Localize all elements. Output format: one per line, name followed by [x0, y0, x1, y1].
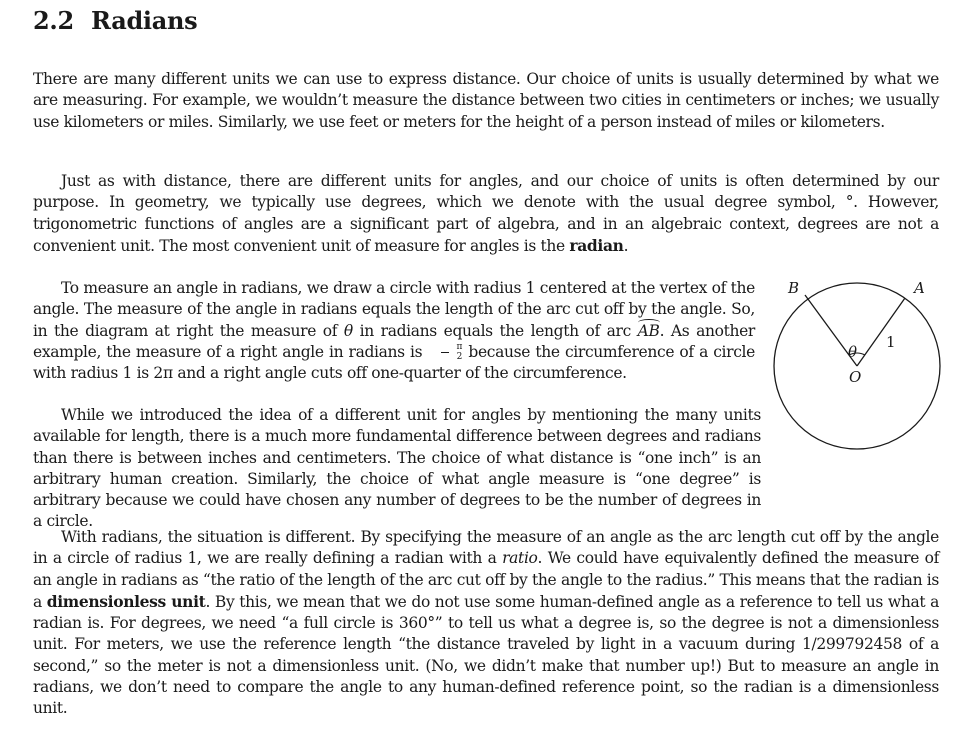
p5-text-c: . By this, we mean that we do not use some human-defined angle as a reference to tell us what a radian is. For degrees, we need “a full circle is 360°” to tell us what a degree is, so the degree is not a dimensionless unit. For meters, we use the reference length “the distance traveled by light in a vacuum during 1/299792458 of a second,” so the meter is not a dimensionless unit. (No, we didn’t make that number up!) But to measure an angle in radians, we don’t need to compare the angle to any human-defined reference point, so the radian is a dimensionless unit. [33, 592, 939, 718]
frac-denominator: 2 [456, 352, 463, 363]
paragraph-distance-units [33, 69, 939, 133]
term-ratio: ratio [502, 549, 538, 568]
p5-text-a: With radians, the situation is different. By specifying the measure of an angle as the arc length cut off by the angle in a circle of radius 1, we are really defining a radian with a [33, 528, 939, 568]
term-dimensionless-unit: dimensionless unit [46, 591, 206, 611]
ray-oa [857, 298, 905, 366]
term-radian: radian [569, 235, 624, 255]
fraction-pi-over-2 [429, 343, 463, 362]
paragraph-measuring-radians [33, 278, 755, 384]
section-title: Radians [91, 6, 198, 35]
p2-text-b: . [623, 236, 629, 255]
label-b: B [788, 279, 800, 297]
p5-text-b: . We could have equivalently defined the measure of an angle in radians as “the ratio of the length of the arc cut off by the angle to the radius.” This means that the radian is a [33, 549, 939, 611]
p1-text: There are many different units we can use to express distance. Our choice of units is usually determined by what we are measuring. For example, we wouldn’t measure the distance between two cities in centimeters or inches; we usually use kilometers or miles. Similarly, we use feet or meters for the height of a person instead of miles or kilometers. [33, 70, 939, 131]
p4-text: While we introduced the idea of a different unit for angles by mentioning the many units available for length, there is a much more fundamental difference between degrees and radians than there is between inches and centimeters. The choice of what distance is “one inch” is an arbitrary human creation. Similarly, the choice of what angle measure is “one degree” is arbitrary because we could have chosen any number of degrees to be the number of degrees in a circle. [33, 406, 761, 531]
section-heading [33, 6, 197, 35]
label-theta: θ [848, 343, 858, 361]
p3-text-b: in radians equals the length of arc [352, 321, 638, 340]
label-a: A [914, 279, 925, 297]
frac-numerator: π [456, 342, 463, 353]
p3-text-c: . As another example, the measure of a right angle in radians is [33, 321, 755, 361]
label-radius-one: 1 [886, 333, 896, 351]
paragraph-dimensionless-unit [33, 527, 939, 720]
section-number: 2.2 [33, 6, 74, 35]
unit-circle-diagram [770, 270, 950, 510]
paragraph-angle-units [33, 171, 939, 257]
label-o: O [849, 368, 862, 386]
p3-text-d: because the circumference of a circle with radius 1 is 2π and a right angle cuts off one-quarter of the circumference. [33, 342, 755, 383]
p3-text-a: To measure an angle in radians, we draw a circle with radius 1 centered at the vertex of the angle. The measure of the angle in radians equals the length of the arc cut off by the angle. So, in the diagram at right the measure of [33, 279, 755, 340]
theta-symbol: θ [343, 321, 353, 340]
p2-text-a: Just as with distance, there are different units for angles, and our choice of units is often determined by our purpose. In geometry, we typically use degrees, which we denote with the usual degree symbol, °. However, trigonometric functions of angles are a significant part of algebra, and in an algebraic context, degrees are not a convenient unit. The most convenient unit of measure for angles is the [33, 172, 939, 255]
arc-ab: AB [637, 321, 660, 340]
